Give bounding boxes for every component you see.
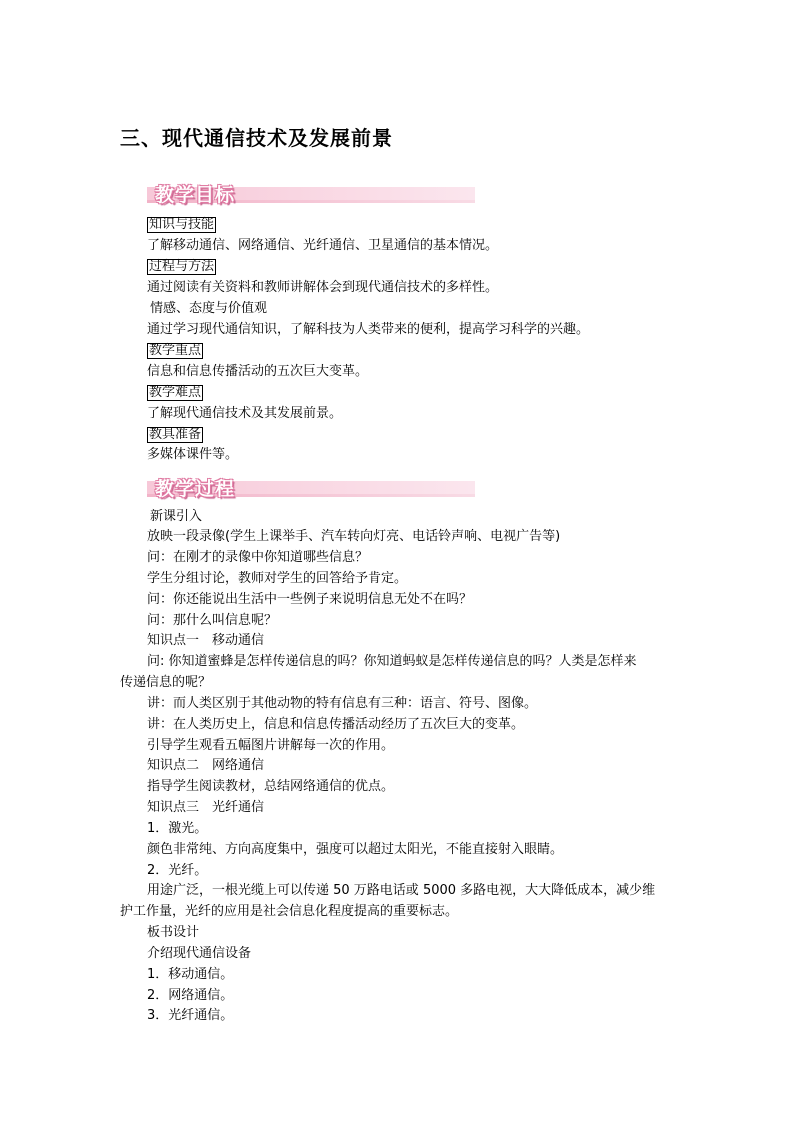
process-line: 知识点二 网络通信 bbox=[147, 758, 265, 773]
heading-difficult-points: 教学难点 bbox=[149, 385, 202, 400]
process-line: 1．移动通信。 bbox=[147, 967, 234, 982]
process-line: 讲：而人类区别于其他动物的特有信息有三种：语言、符号、图像。 bbox=[147, 696, 538, 711]
process-line: 板书设计 bbox=[147, 925, 200, 940]
objective-heading bbox=[147, 258, 216, 276]
banner-label: 教学过程 bbox=[155, 478, 236, 500]
heading-teaching-aids: 教具准备 bbox=[149, 427, 202, 442]
process-line: 问：你还能说出生活中一些例子来说明信息无处不在吗？ bbox=[147, 592, 473, 607]
objective-heading: 情感、态度与价值观 bbox=[150, 301, 268, 316]
process-line: 问：那什么叫信息呢？ bbox=[147, 613, 278, 628]
process-line: 颜色非常纯、方向高度集中，强度可以超过太阳光，不能直接射入眼睛。 bbox=[147, 842, 564, 857]
heading-process-method: 过程与方法 bbox=[149, 259, 215, 274]
objective-heading bbox=[147, 342, 203, 360]
process-line: 1．激光。 bbox=[147, 821, 208, 836]
process-line: 2．网络通信。 bbox=[147, 988, 234, 1003]
heading-knowledge-skills: 知识与技能 bbox=[149, 217, 215, 232]
objective-text: 信息和信息传播活动的五次巨大变革。 bbox=[147, 364, 369, 379]
process-line: 问：在刚才的录像中你知道哪些信息？ bbox=[147, 550, 369, 565]
heading-key-points: 教学重点 bbox=[149, 343, 202, 358]
objective-heading bbox=[147, 216, 216, 234]
process-line: 新课引入 bbox=[150, 509, 203, 524]
objective-heading bbox=[147, 384, 203, 402]
process-line: 用途广泛，一根光缆上可以传递 50 万路电话或 5000 多路电视，大大降低成本，减少维 bbox=[147, 883, 656, 898]
objective-text: 了解移动通信、网络通信、光纤通信、卫星通信的基本情况。 bbox=[147, 238, 499, 253]
process-line: 放映一段录像(学生上课举手、汽车转向灯亮、电话铃声响、电视广告等) bbox=[147, 529, 561, 544]
process-line: 学生分组讨论，教师对学生的回答给予肯定。 bbox=[147, 571, 408, 586]
process-line: 介绍现代通信设备 bbox=[147, 946, 252, 961]
objective-text: 通过学习现代通信知识，了解科技为人类带来的便利，提高学习科学的兴趣。 bbox=[147, 322, 590, 337]
objective-heading bbox=[147, 426, 203, 444]
objective-text: 多媒体课件等。 bbox=[147, 447, 239, 462]
process-line: 2．光纤。 bbox=[147, 863, 208, 878]
process-line: 讲：在人类历史上，信息和信息传播活动经历了五次巨大的变革。 bbox=[147, 717, 525, 732]
process-line: 指导学生阅读教材，总结网络通信的优点。 bbox=[147, 779, 395, 794]
process-line: 知识点三 光纤通信 bbox=[147, 800, 265, 815]
section-banner-process bbox=[147, 476, 475, 498]
process-line: 问: 你知道蜜蜂是怎样传递信息的吗？你知道蚂蚁是怎样传递信息的吗？人类是怎样来 bbox=[147, 654, 637, 669]
page-title: 三、现代通信技术及发展前景 bbox=[120, 126, 393, 150]
banner-label: 教学目标 bbox=[155, 184, 236, 206]
process-line: 传递信息的呢？ bbox=[120, 675, 212, 690]
objective-text: 通过阅读有关资料和教师讲解体会到现代通信技术的多样性。 bbox=[147, 280, 499, 295]
process-line: 知识点一 移动通信 bbox=[147, 633, 265, 648]
process-line: 引导学生观看五幅图片讲解每一次的作用。 bbox=[147, 738, 395, 753]
process-line: 3．光纤通信。 bbox=[147, 1008, 234, 1023]
objective-text: 了解现代通信技术及其发展前景。 bbox=[147, 406, 343, 421]
process-line: 护工作量，光纤的应用是社会信息化程度提高的重要标志。 bbox=[120, 904, 459, 919]
section-banner-objectives bbox=[147, 182, 475, 204]
